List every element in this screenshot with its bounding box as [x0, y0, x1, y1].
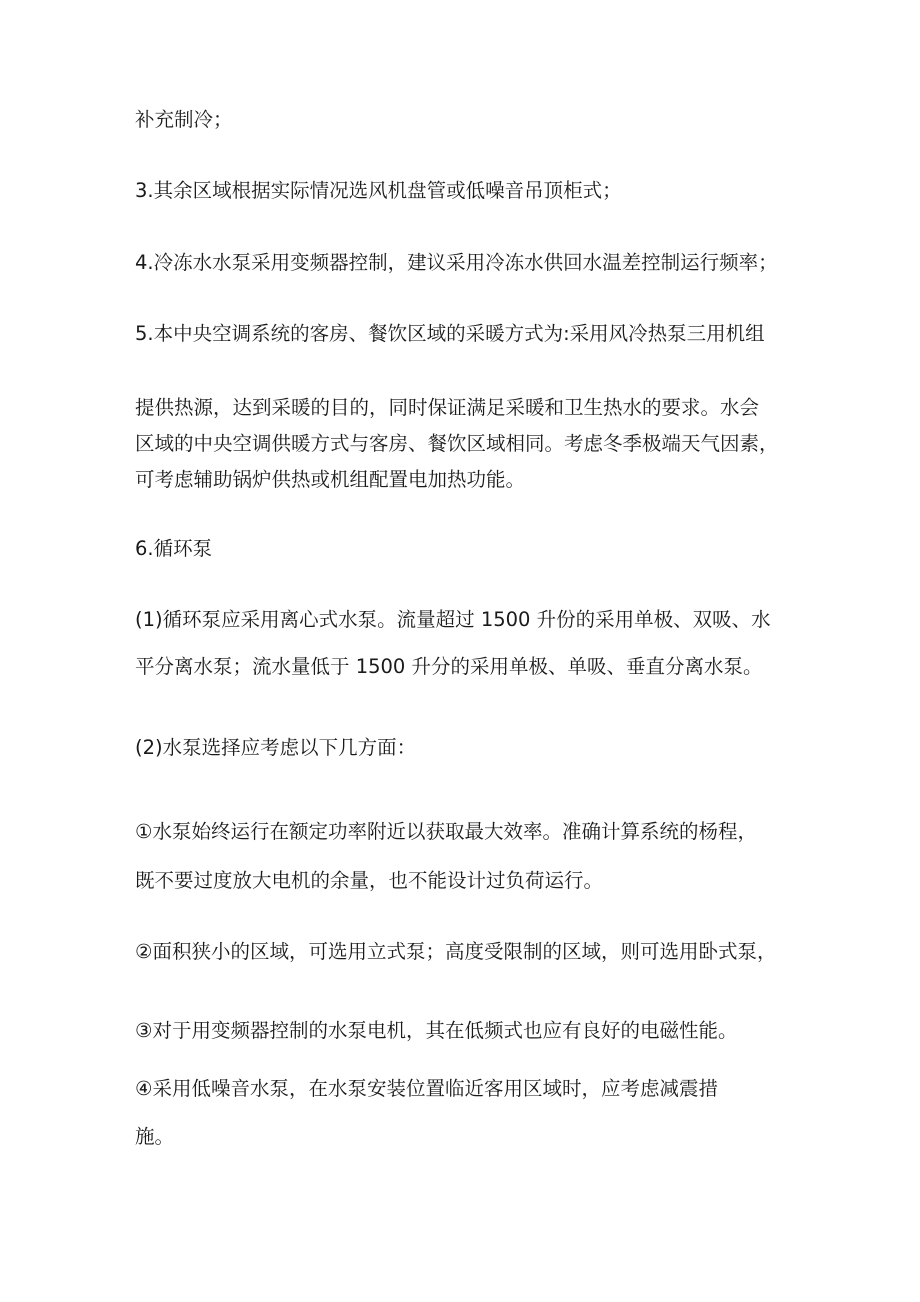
text-line: (2)水泵选择应考虑以下几方面：	[135, 736, 417, 759]
text-line: 5.本中央空调系统的客房、餐饮区域的采暖方式为:采用风冷热泵三用机组	[135, 322, 765, 345]
text-line: 区域的中央空调供暖方式与客房、餐饮区域相同。考虑冬季极端天气因素，	[135, 432, 779, 455]
text-line: 既不要过度放大电机的余量，也不能设计过负荷运行。	[135, 869, 604, 892]
text-line: 补充制冷；	[135, 108, 233, 131]
text-line: 4.冷冻水水泵采用变频器控制，建议采用冷冻水供回水温差控制运行频率；	[135, 251, 778, 274]
text-line: ①水泵始终运行在额定功率附近以获取最大效率。准确计算系统的杨程，	[135, 820, 757, 843]
text-line: ④采用低噪音水泵，在水泵安装位置临近客用区域时，应考虑减震措	[135, 1077, 718, 1100]
text-line: 平分离水泵；流水量低于 1500 升分的采用单极、单吸、垂直分离水泵。	[135, 655, 763, 678]
text-line: 提供热源，达到采暖的目的，同时保证满足采暖和卫生热水的要求。水会	[135, 396, 760, 419]
text-line: ③对于用变频器控制的水泵电机，其在低频式也应有良好的电磁性能。	[135, 1019, 738, 1042]
text-line: ②面积狭小的区域，可选用立式泵；高度受限制的区域，则可选用卧式泵，	[135, 940, 777, 963]
text-line: 6.循环泵	[135, 537, 213, 560]
text-line: 可考虑辅助锅炉供热或机组配置电加热功能。	[135, 468, 526, 491]
text-line: 3.其余区域根据实际情况选风机盘管或低噪音吊顶柜式；	[135, 179, 622, 202]
text-line: (1)循环泵应采用离心式水泵。流量超过 1500 升份的采用单极、双吸、水	[135, 608, 771, 631]
text-line: 施。	[135, 1125, 175, 1148]
